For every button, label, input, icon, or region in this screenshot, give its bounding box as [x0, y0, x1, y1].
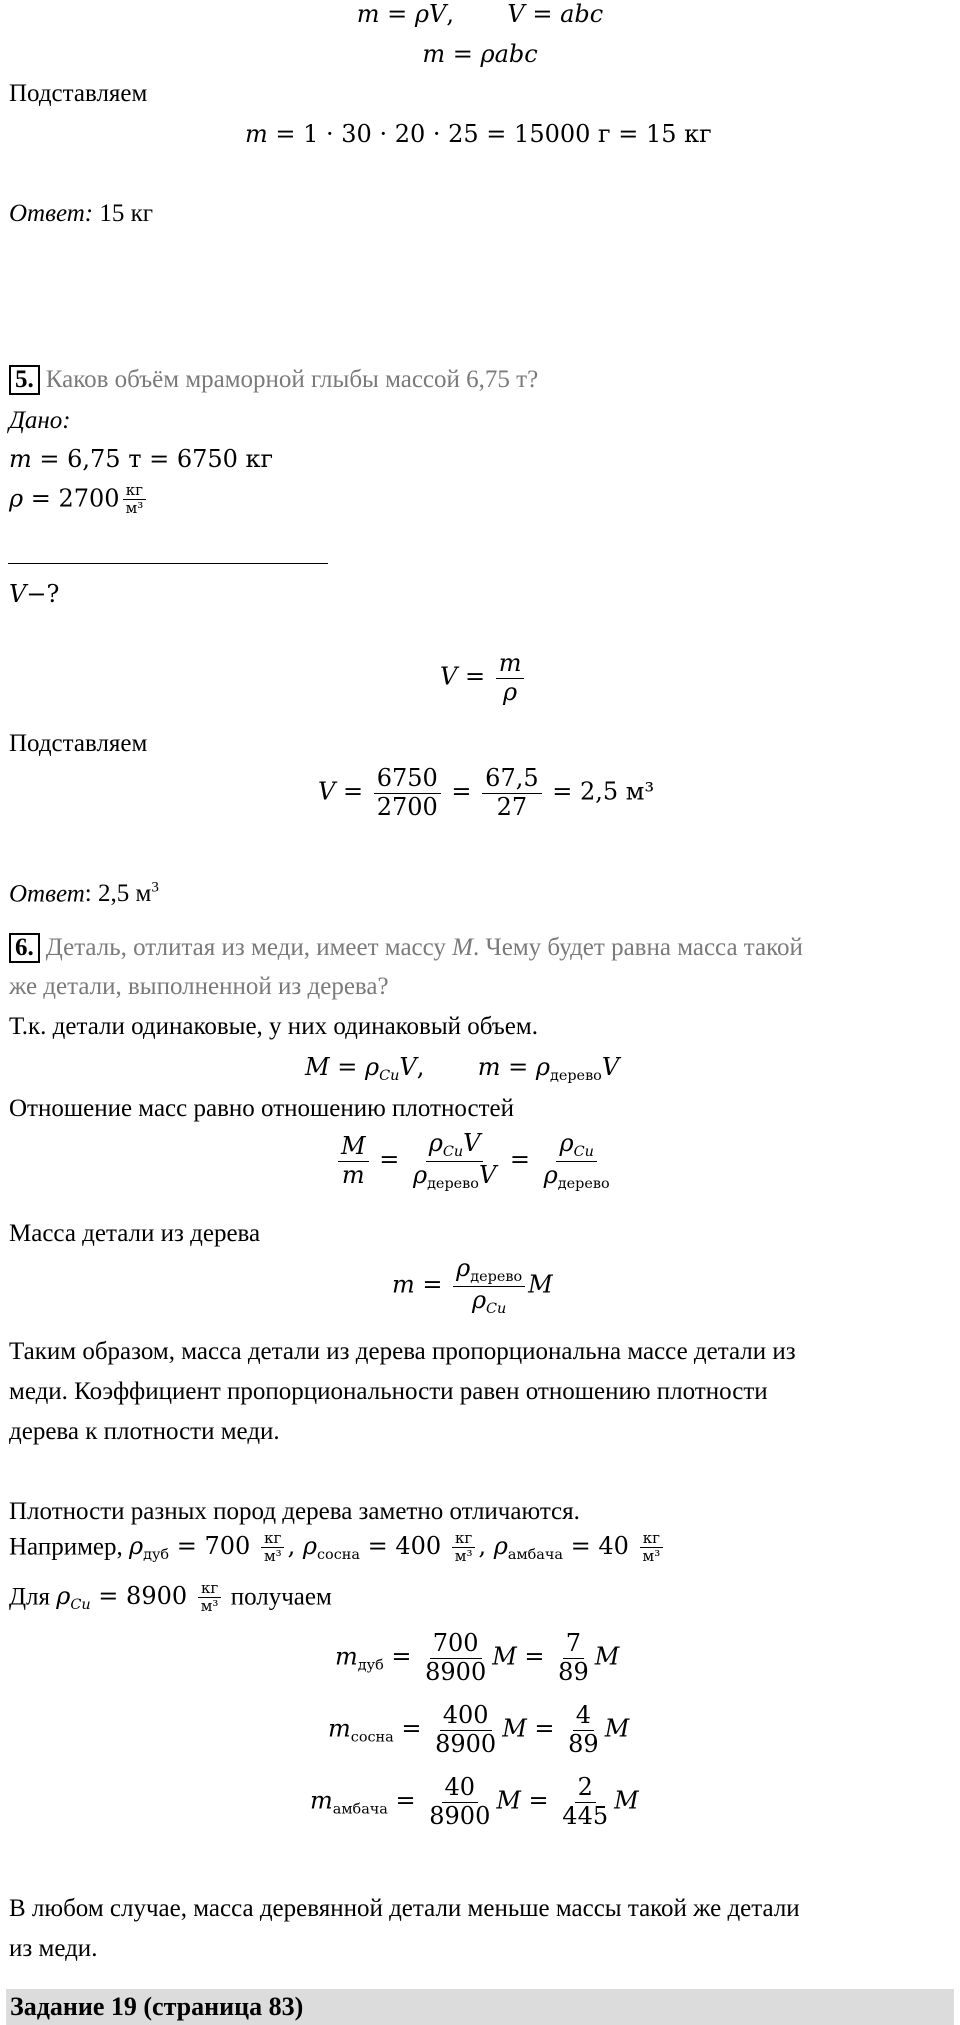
given-mass: m = 6,75 т = 6750 кг	[9, 445, 274, 473]
text-mass-ratio: Отношение масс равно отношению плотностей	[9, 1095, 514, 1122]
answer-label: Ответ:	[9, 200, 94, 227]
for-copper: Для $\rho_{Cu} = 8900$ $\frac{кг}{\text{м³}}$ получаем	[9, 1579, 332, 1616]
given-density: ρ = 2700 $\frac{кг}{\text{м³}}$	[9, 482, 149, 518]
substitute-label: Подставляем	[9, 80, 148, 107]
text-wood-mass: Масса детали из дерева	[9, 1220, 261, 1247]
substitute-label-5: Подставляем	[9, 730, 148, 757]
question-text: Каков объём мраморной глыбы массой 6,75 т?	[45, 366, 539, 393]
answer-line-5: Ответ: 2,5 $м^3$	[9, 880, 159, 908]
formula-m-amb: $m_{амбача}$ = $\frac{40}{8900}$ M = $\frac{2}{445}$ M	[310, 1773, 639, 1830]
formula-m-pine: $m_{сосна}$ = $\frac{400}{8900}$ M = $\frac{4}{89}$ M	[328, 1701, 630, 1758]
formula-m-oak: $m_{дуб}$ = $\frac{700}{8900}$ M = $\frac{7}{89}$ M	[335, 1629, 620, 1686]
text-densities: Плотности разных пород дерева заметно отличаются.	[9, 1498, 580, 1525]
formula-masses: $M = \rho_{Cu}V$, $m = \rho_{дерево}V$	[305, 1053, 620, 1085]
example-densities: Например, $\rho_{дуб} = 700$ $\frac{кг}{\text{м³}}$ , $\rho_{сосна} = 400$ $\frac{кг}{\text{м³}}$ , $\rho_{амбача} = 40$ $\frac{кг}{\text{м³}}$	[9, 1530, 666, 1566]
text-conclusion-3: дерева к плотности меди.	[9, 1418, 280, 1445]
answer-value: 15 кг	[99, 200, 154, 227]
answer-line	[9, 200, 153, 228]
given-divider	[8, 563, 328, 564]
problem-6-question: 6. Деталь, отлитая из меди, имеет массу M. Чему будет равна масса такой	[9, 933, 803, 963]
formula-mass-calc: m = 1 · 30 · 20 · 25 = 15000 г = 15 кг	[245, 120, 712, 148]
text-conclusion-1: Таким образом, масса детали из дерева пропорциональна массе детали из	[9, 1338, 796, 1365]
problem-number: 5.	[9, 365, 40, 395]
formula-wood-mass: m = $\frac{\rho_{дерево}}{\rho_{Cu}}$ M	[392, 1254, 553, 1317]
text-same-volume: Т.к. детали одинаковые, у них одинаковый объем.	[9, 1013, 538, 1040]
given-label: Дано:	[9, 407, 71, 434]
find-volume: V−?	[9, 580, 60, 608]
problem-5-question	[9, 365, 538, 395]
formula-ratio: $\frac{M}{m}$ = $\frac{\rho_{Cu}V}{\rho_{дерево}V}$ = $\frac{\rho_{Cu}}{\rho_{дерево}}$	[335, 1130, 616, 1192]
formula-v-m-rho: V = $\frac{m}{\rho}$	[440, 650, 527, 706]
text-conclusion-2: меди. Коэффициент пропорциональности равен отношению плотности	[9, 1378, 768, 1405]
section-title: Задание 19 (страница 83)	[10, 1992, 304, 2021]
formula-volume-calc: V = $\frac{6750}{2700}$ = $\frac{67,5}{27}$ = 2,5 м³	[318, 764, 655, 821]
question-line-2: же детали, выполненной из дерева?	[9, 973, 389, 1000]
formula-m-rho-abc: m = ρabc	[422, 40, 538, 68]
final-conclusion-2: из меди.	[9, 1935, 98, 1962]
final-conclusion-1: В любом случае, масса деревянной детали меньше массы такой же детали	[9, 1895, 800, 1922]
problem-number: 6.	[9, 933, 40, 963]
formula-m-rho-v: m = ρV, V = abc	[356, 0, 604, 28]
